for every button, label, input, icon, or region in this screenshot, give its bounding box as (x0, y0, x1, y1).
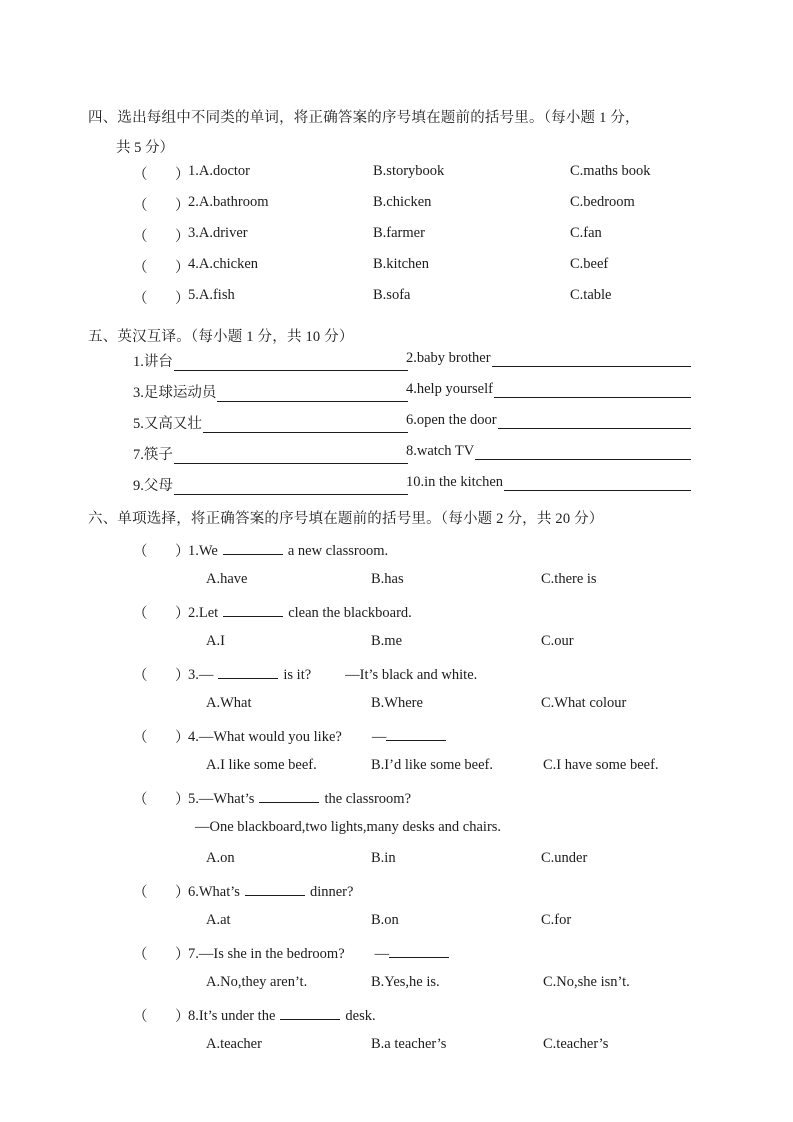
option-b[interactable]: B.has (371, 571, 404, 587)
translation-answer-line[interactable] (492, 352, 691, 367)
question-text (188, 163, 250, 180)
option-a[interactable]: A.fish (198, 287, 235, 303)
question-text (188, 256, 258, 273)
answer-paren-open: （ (133, 668, 148, 684)
stem-after-blank: a new classroom. (287, 542, 389, 559)
answer-paren-open: （ (133, 260, 148, 276)
question-text (188, 194, 269, 211)
stem-after-blank: is it? (283, 666, 312, 683)
option-b[interactable]: B.Yes,he is. (371, 974, 440, 990)
question-number: 4. (188, 728, 199, 745)
option-a[interactable]: A.on (206, 850, 235, 866)
fill-in-blank[interactable] (218, 664, 278, 679)
translation-label: 5.又高又壮 (133, 416, 202, 432)
fill-in-blank[interactable] (389, 943, 449, 958)
fill-in-blank[interactable] (223, 540, 283, 555)
section-5-heading (88, 322, 728, 352)
fill-in-blank[interactable] (280, 1005, 340, 1020)
question-number: 2. (188, 604, 199, 621)
question-number: 3. (188, 666, 199, 683)
question-row (133, 788, 783, 819)
question-row (133, 225, 753, 256)
option-c[interactable]: C.teacher’s (543, 1036, 609, 1052)
option-a[interactable]: A.have (206, 571, 248, 587)
option-a[interactable]: A.I (206, 633, 225, 649)
stem-before-blank: What’s (198, 883, 240, 900)
translation-answer-line[interactable] (203, 418, 408, 433)
fill-in-blank[interactable] (245, 881, 305, 896)
option-b[interactable]: B.a teacher’s (371, 1036, 447, 1052)
section-4-heading-line-2: 共 5 分） (116, 140, 174, 156)
answer-paren-close: ） (175, 260, 190, 276)
translation-answer-line[interactable] (504, 476, 691, 491)
answer-paren-close: ） (175, 1009, 190, 1025)
option-b[interactable]: B.I’d like some beef. (371, 757, 494, 773)
question-stem (188, 664, 477, 684)
section-4-question-list (133, 163, 753, 318)
translation-answer-line[interactable] (475, 445, 691, 460)
stem-after-blank: desk. (345, 1007, 376, 1024)
option-c[interactable]: C.our (541, 633, 574, 649)
option-c[interactable]: C.bedroom (570, 194, 635, 210)
option-row (133, 757, 783, 788)
option-b[interactable]: B.on (371, 912, 399, 928)
option-row (133, 974, 783, 1005)
question-row (133, 1005, 783, 1036)
stem-before-blank: —What would you like? (198, 728, 342, 745)
translation-label: 4.help yourself (406, 381, 493, 397)
answer-paren-close: ） (175, 544, 190, 560)
translation-row (88, 474, 708, 505)
translation-label: 6.open the door (406, 412, 497, 428)
fill-in-blank[interactable] (223, 602, 283, 617)
section-5-heading-text: 五、英汉互译。（每小题 1 分，共 10 分） (88, 329, 354, 345)
question-number: 1. (188, 542, 199, 559)
translation-answer-line[interactable] (174, 480, 408, 495)
question-number: 2. (188, 194, 199, 210)
answer-paren-open: （ (133, 167, 148, 183)
answer-paren-close: ） (175, 198, 190, 214)
option-c[interactable]: C.under (541, 850, 588, 866)
option-a[interactable]: A.doctor (198, 163, 251, 179)
option-a[interactable]: A.driver (198, 225, 248, 241)
question-row (133, 664, 783, 695)
question-number: 5. (188, 287, 199, 303)
option-b[interactable]: B.kitchen (373, 256, 429, 272)
question-row (133, 602, 783, 633)
answer-paren-open: （ (133, 229, 148, 245)
question-stem (188, 1005, 376, 1025)
question-row (133, 540, 783, 571)
option-c[interactable]: C.No,she isn’t. (543, 974, 630, 990)
translation-item (133, 412, 408, 433)
answer-paren-open: （ (133, 1009, 148, 1025)
option-c[interactable]: C.maths book (570, 163, 651, 179)
option-a[interactable]: A.teacher (206, 1036, 262, 1052)
stem-response: —It’s black and white. (345, 666, 478, 683)
translation-row (88, 381, 708, 412)
question-number: 8. (188, 1007, 199, 1024)
option-c[interactable]: C.beef (570, 256, 609, 272)
answer-paren-close: ） (175, 947, 190, 963)
option-a[interactable]: A.No,they aren’t. (206, 974, 308, 990)
answer-paren-close: ） (175, 606, 190, 622)
translation-item (133, 443, 408, 464)
answer-paren-open: （ (133, 291, 148, 307)
answer-paren-close: ） (175, 291, 190, 307)
answer-paren-open: （ (133, 947, 148, 963)
section-4-heading (88, 103, 728, 163)
answer-paren-close: ） (175, 730, 190, 746)
answer-paren-open: （ (133, 198, 148, 214)
option-row (133, 695, 783, 726)
option-a[interactable]: A.bathroom (198, 194, 269, 210)
question-text (188, 225, 248, 242)
stem-before-blank: It’s under the (198, 1007, 276, 1024)
option-b[interactable]: B.me (371, 633, 403, 649)
stem-dash: — (374, 945, 390, 962)
translation-answer-line[interactable] (174, 356, 408, 371)
option-b[interactable]: B.in (371, 850, 396, 866)
answer-paren-open: （ (133, 606, 148, 622)
option-row (133, 912, 783, 943)
section-5-translation-list (88, 350, 708, 505)
option-b[interactable]: B.Where (371, 695, 423, 711)
option-c[interactable]: C.there is (541, 571, 597, 587)
answer-paren-close: ） (175, 885, 190, 901)
question-number: 1. (188, 163, 199, 179)
translation-item (406, 474, 691, 491)
stem-after-blank: dinner? (309, 883, 354, 900)
question-row (133, 881, 783, 912)
translation-answer-line[interactable] (174, 449, 408, 464)
question-row (133, 943, 783, 974)
section-6-heading (88, 504, 738, 534)
translation-row (88, 350, 708, 381)
option-c[interactable]: C.I have some beef. (543, 757, 659, 773)
stem-response: —One blackboard,two lights,many desks and chairs. (195, 819, 502, 835)
option-row (133, 850, 783, 881)
answer-paren-open: （ (133, 730, 148, 746)
question-stem (188, 788, 411, 808)
option-b[interactable]: B.sofa (373, 287, 411, 303)
stem-before-blank: —Is she in the bedroom? (198, 945, 345, 962)
question-text (188, 287, 235, 304)
option-b[interactable]: B.chicken (373, 194, 432, 210)
question-stem (188, 726, 451, 746)
option-c[interactable]: C.What colour (541, 695, 627, 711)
translation-row (88, 443, 708, 474)
stem-before-blank: We (198, 542, 218, 559)
question-row (133, 194, 753, 225)
stem-after-blank: the classroom? (324, 790, 412, 807)
translation-answer-line[interactable] (498, 414, 691, 429)
question-row (133, 256, 753, 287)
translation-label: 2.baby brother (406, 350, 491, 366)
stem-before-blank: —What’s (198, 790, 255, 807)
question-stem (188, 540, 388, 560)
stem-dash: — (198, 666, 214, 683)
answer-paren-open: （ (133, 544, 148, 560)
question-stem (188, 881, 353, 901)
section-4-heading-line-1: 四、选出每组中不同类的单词，将正确答案的序号填在题前的括号里。（每小题 1 分， (88, 110, 640, 126)
translation-row (88, 412, 708, 443)
option-row (133, 571, 783, 602)
translation-item (133, 474, 408, 495)
question-number: 3. (188, 225, 199, 241)
option-c[interactable]: C.fan (570, 225, 602, 241)
option-row (133, 633, 783, 664)
stem-before-blank: Let (198, 604, 219, 621)
question-row (133, 287, 753, 318)
option-a[interactable]: A.What (206, 695, 252, 711)
translation-label: 8.watch TV (406, 443, 475, 459)
answer-paren-open: （ (133, 792, 148, 808)
answer-paren-open: （ (133, 885, 148, 901)
question-stem (188, 602, 412, 622)
option-a[interactable]: A.at (206, 912, 231, 928)
fill-in-blank[interactable] (386, 726, 446, 741)
option-b[interactable]: B.storybook (373, 163, 445, 179)
option-c[interactable]: C.for (541, 912, 572, 928)
question-row (133, 163, 753, 194)
question-row (133, 726, 783, 757)
option-c[interactable]: C.table (570, 287, 612, 303)
translation-label: 7.筷子 (133, 447, 173, 463)
question-stem (188, 943, 454, 963)
translation-item (406, 350, 691, 367)
answer-paren-close: ） (175, 229, 190, 245)
stem-after-blank: clean the blackboard. (288, 604, 412, 621)
section-6-heading-text: 六、单项选择，将正确答案的序号填在题前的括号里。（每小题 2 分，共 20 分） (88, 511, 604, 527)
option-row (133, 1036, 783, 1067)
translation-label: 1.讲台 (133, 354, 173, 370)
translation-answer-line[interactable] (217, 387, 408, 402)
question-number: 6. (188, 883, 199, 900)
translation-answer-line[interactable] (494, 383, 691, 398)
question-second-line (133, 819, 783, 850)
answer-paren-close: ） (175, 167, 190, 183)
translation-label: 10.in the kitchen (406, 474, 504, 490)
answer-paren-close: ） (175, 792, 190, 808)
question-number: 7. (188, 945, 199, 962)
translation-item (406, 381, 691, 398)
question-number: 5. (188, 790, 199, 807)
section-6-question-list (133, 540, 783, 1067)
option-b[interactable]: B.farmer (373, 225, 425, 241)
translation-label: 9.父母 (133, 478, 173, 494)
option-a[interactable]: A.I like some beef. (206, 757, 317, 773)
fill-in-blank[interactable] (259, 788, 319, 803)
translation-label: 3.足球运动员 (133, 385, 217, 401)
question-number: 4. (188, 256, 199, 272)
option-a[interactable]: A.chicken (198, 256, 259, 272)
translation-item (406, 412, 691, 429)
answer-paren-close: ） (175, 668, 190, 684)
stem-dash: — (371, 728, 387, 745)
translation-item (133, 381, 408, 402)
translation-item (406, 443, 691, 460)
translation-item (133, 350, 408, 371)
